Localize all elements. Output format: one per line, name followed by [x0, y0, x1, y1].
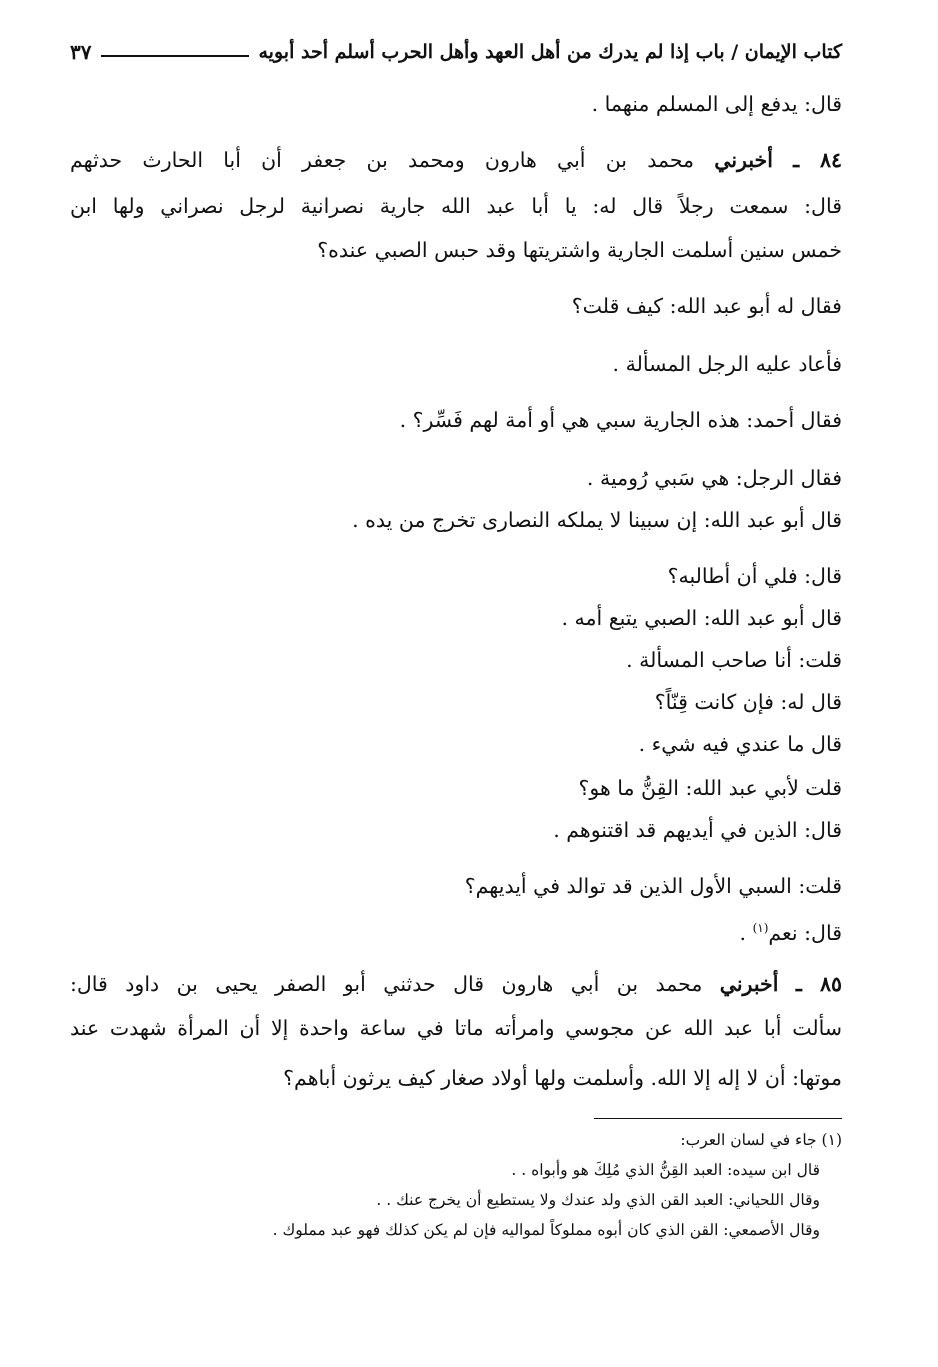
page-number: ٣٧ [70, 40, 92, 64]
text-line: قال أبو عبد الله: إن سبينا لا يملكه النصارى تخرج من يده . [352, 508, 842, 532]
text-line: قلت: السبي الأول الذين قد توالد في أيديهم؟ [464, 874, 842, 898]
running-title: كتاب الإيمان / باب إذا لم يدرك من أهل العهد وأهل الحرب أسلم أحد أبويه [258, 41, 842, 63]
footnote-reference: (١) [752, 921, 769, 935]
paragraph-lead-word: أخبرني [714, 148, 773, 172]
text-line: قال أبو عبد الله: الصبي يتبع أمه . [561, 606, 842, 630]
text-line: قال: فلي أن أطالبه؟ [667, 564, 842, 588]
footnote-line: وقال الأصمعي: القن الذي كان أبوه مملوكاً لمواليه فإن لم يكن كذلك فهو عبد مملوك . [272, 1221, 820, 1239]
header-rule [101, 55, 248, 57]
paragraph-84-line-2: قال: سمعت رجلاً قال له: يا أبا عبد الله جارية نصرانية لرجل نصراني ولها ابن [70, 194, 842, 218]
text-line [740, 910, 842, 946]
footnote-line: قال ابن سيده: العبد القِنُّ الذي مُلِكَ هو وأبواه . . [511, 1161, 820, 1179]
text-line: قال له: فإن كانت قِنّاً؟ [654, 690, 842, 714]
footnote-rule [594, 1118, 842, 1119]
text-fragment: . [739, 920, 753, 945]
paragraph-84-line-3: خمس سنين أسلمت الجارية واشتريتها وقد حبس الصبي عنده؟ [317, 238, 842, 262]
paragraph-85-line-3: موتها: أن لا إله إلا الله. وأسلمت ولها أولاد صغار كيف يرثون أباهم؟ [283, 1066, 842, 1090]
paragraph-text: محمد بن أبي هارون قال حدثني أبو الصفر يحيى بن داود قال: [70, 972, 703, 996]
text-line: قلت: أنا صاحب المسألة . [626, 648, 842, 672]
paragraph-85-line-2: سألت أبا عبد الله عن مجوسي وامرأته ماتا في ساعة واحدة إلا أن المرأة شهدت عند [70, 1016, 842, 1040]
paragraph-number: ٨٤ ـ [793, 148, 842, 172]
paragraph-85-line-1 [70, 966, 842, 1002]
text-fragment: قال: نعم [768, 920, 842, 945]
footnote-line: وقال اللحياني: العبد القن الذي ولد عندك ولا يستطيع أن يخرج عنك . . [376, 1191, 820, 1209]
text-line: فقال الرجل: هي سَبي رُومية . [586, 466, 842, 490]
text-line: فقال أحمد: هذه الجارية سبي هي أو أمة لهم فَسِّر؟ . [399, 408, 842, 432]
text-line: قال ما عندي فيه شيء . [638, 732, 842, 756]
text-line: قال: الذين في أيديهم قد اقتنوهم . [553, 818, 842, 842]
footnote-line: (١) جاء في لسان العرب: [680, 1131, 842, 1149]
paragraph-text: محمد بن أبي هارون ومحمد بن جعفر أن أبا الحارث حدثهم [70, 148, 695, 172]
text-line: فقال له أبو عبد الله: كيف قلت؟ [571, 294, 842, 318]
text-line: قال: يدفع إلى المسلم منهما . [591, 92, 842, 116]
text-line: قلت لأبي عبد الله: القِنُّ ما هو؟ [578, 776, 842, 800]
paragraph-84-line-1 [70, 142, 842, 178]
text-line: فأعاد عليه الرجل المسألة . [612, 352, 842, 376]
paragraph-lead-word: أخبرني [719, 972, 779, 996]
page-header [70, 34, 842, 70]
paragraph-number: ٨٥ ـ [795, 972, 842, 996]
